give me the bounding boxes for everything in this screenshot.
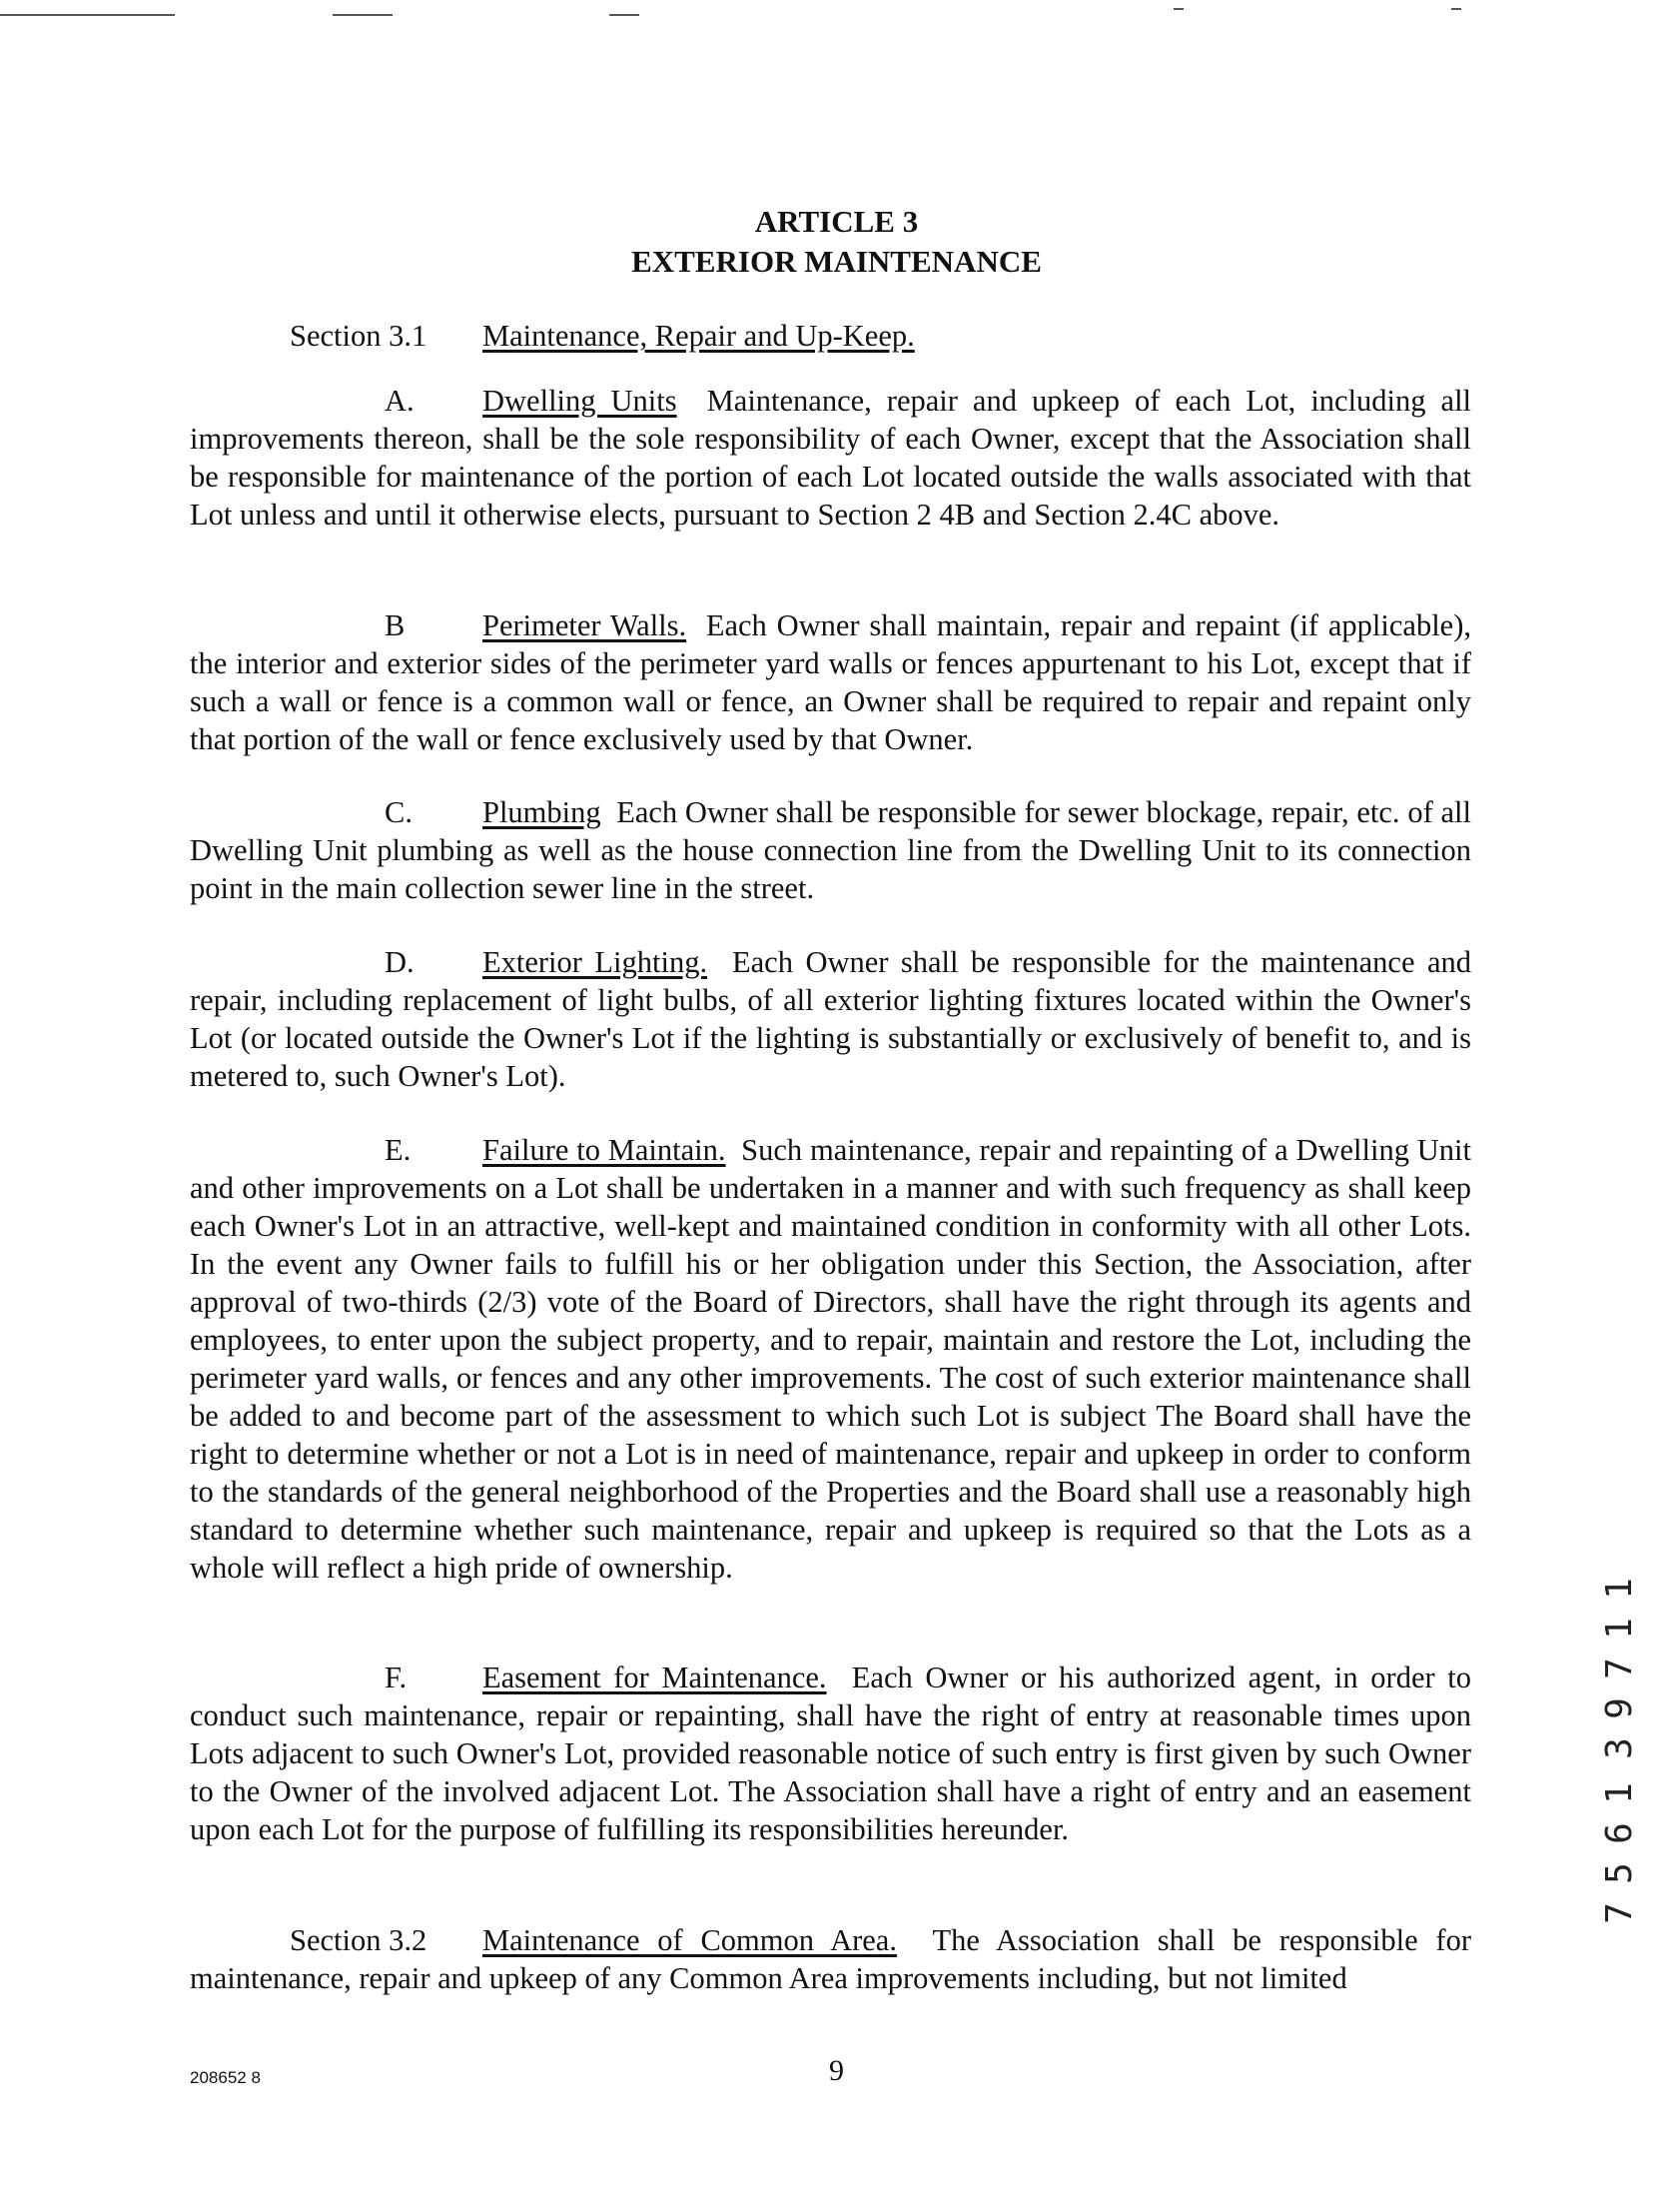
paragraph-text: Each Owner or his authorized agent, in order to conduct such maintenance, repair or repainting, shall have the right of entry at reasonable times upon Lots adjacent to such Owner's Lot, provided reasonable notice of such entry is first given by such Owner to the Owner of the involved adjacent Lot. The Association shall have a right of entry and an easement upon each Lot for the purpose of fulfilling its responsibilities hereunder. [190,1660,1471,1846]
paragraph-f [190,1659,1471,1848]
paragraph-heading: Perimeter Walls. [482,608,687,642]
paragraph-e [190,1131,1471,1587]
scan-artifact-line [609,14,639,16]
paragraph-letter: A. [385,384,415,418]
paragraph-c [190,793,1471,907]
page-number: 9 [829,2054,844,2087]
stamp-digit: 7 [1599,1902,1640,1924]
scan-artifact-line [1174,8,1184,10]
paragraph-text: Each Owner shall maintain, repair and repaint (if applicable), the interior and exterior sides of the perimeter yard walls or fences appurtenant to his Lot, except that if such a wall or fence is a common wall or fence, an Owner shall be required to repair and repaint only that portion of the wall or fence exclusively used by that Owner. [190,608,1472,756]
paragraph-heading: Exterior Lighting. [482,945,708,979]
paragraph-d [190,943,1471,1095]
article-number: ARTICLE 3 [754,204,919,239]
section-label: Section 3.1 [290,319,427,353]
scan-artifact-line [1451,8,1461,10]
paragraph-letter: B [385,608,406,642]
scan-artifact-line [0,14,175,16]
section-heading: Maintenance, Repair and Up-Keep. [482,319,915,353]
stamp-digit: 7 [1599,1658,1640,1679]
margin-stamp-top [1600,1569,1640,1768]
paragraph-text: Such maintenance, repair and repainting of a Dwelling Unit and other improvements on a Lot shall be undertaken in a manner and with such frequency as shall keep each Owner's Lot in an attractive, well-kept and maintained condition in conformity with all other Lots. In the event any Owner fails to fulfill his or her obligation under this Section, the Association, after approval of two-thirds (2/3) vote of the Board of Directors, shall have the right through its agents and employees, to enter upon the subject property, and to repair, maintain and restore the Lot, including the perimeter yard walls, or fences and any other improvements. The cost of such exterior maintenance shall be added to and become part of the assessment to which such Lot is subject The Board shall have the right to determine whether or not a Lot is in need of maintenance, repair and upkeep in order to conform to the standards of the general neighborhood of the Properties and the Board shall use a reasonably high standard to determine whether such maintenance, repair and upkeep is required so that the Lots as a whole will reflect a high pride of ownership. [190,1133,1472,1585]
paragraph-letter: C. [385,795,413,829]
section-heading: Maintenance of Common Area. [482,1923,897,1957]
section-label: Section 3.2 [290,1923,427,1957]
paragraph-letter: D. [385,945,415,979]
paragraph-letter: E. [385,1133,412,1167]
margin-stamp-bottom [1600,1773,1640,1933]
article-title: EXTERIOR MAINTENANCE [631,244,1042,279]
paragraph-letter: F. [385,1660,408,1694]
stamp-digit: 5 [1599,1862,1640,1884]
document-id: 208652 8 [190,2068,261,2087]
stamp-digit: 1 [1599,1578,1640,1600]
paragraph-text: Maintenance, repair and upkeep of each Lot, including all improvements thereon, shall be the sole responsibility of each Owner, except that the Association shall be responsible for maintenance of the portion of each Lot located outside the walls associated with that Lot unless and until it otherwise elects, pursuant to Section 2 4B and Section 2.4C above. [190,384,1472,532]
stamp-digit: 3 [1599,1737,1640,1759]
section-3-1-heading [190,317,1471,355]
section-3-2 [190,1921,1471,1997]
paragraph-b [190,606,1471,758]
paragraph-heading: Dwelling Units [482,384,677,418]
stamp-digit: 1 [1599,1782,1640,1804]
paragraph-text: Each Owner shall be responsible for sewer blockage, repair, etc. of all Dwelling Unit plumbing as well as the house connection line from the Dwelling Unit to its connection point in the main collection sewer line in the street. [190,795,1472,905]
paragraph-heading: Failure to Maintain. [482,1133,726,1167]
stamp-digit: 1 [1599,1618,1640,1640]
stamp-digit: 6 [1599,1822,1640,1844]
scan-artifact-line [333,14,393,16]
stamp-digit: 9 [1599,1697,1640,1719]
paragraph-a [190,382,1471,534]
paragraph-heading: Easement for Maintenance. [482,1660,827,1694]
section-text: The Association shall be responsible for maintenance, repair and upkeep of any Common Area improvements including, but not limited [190,1923,1471,1995]
paragraph-text: Each Owner shall be responsible for the maintenance and repair, including replacement of light bulbs, of all exterior lighting fixtures located within the Owner's Lot (or located outside the Owner's Lot if the lighting is substantially or exclusively of benefit to, and is metered to, such Owner's Lot). [190,945,1471,1093]
paragraph-heading: Plumbing [482,795,601,829]
